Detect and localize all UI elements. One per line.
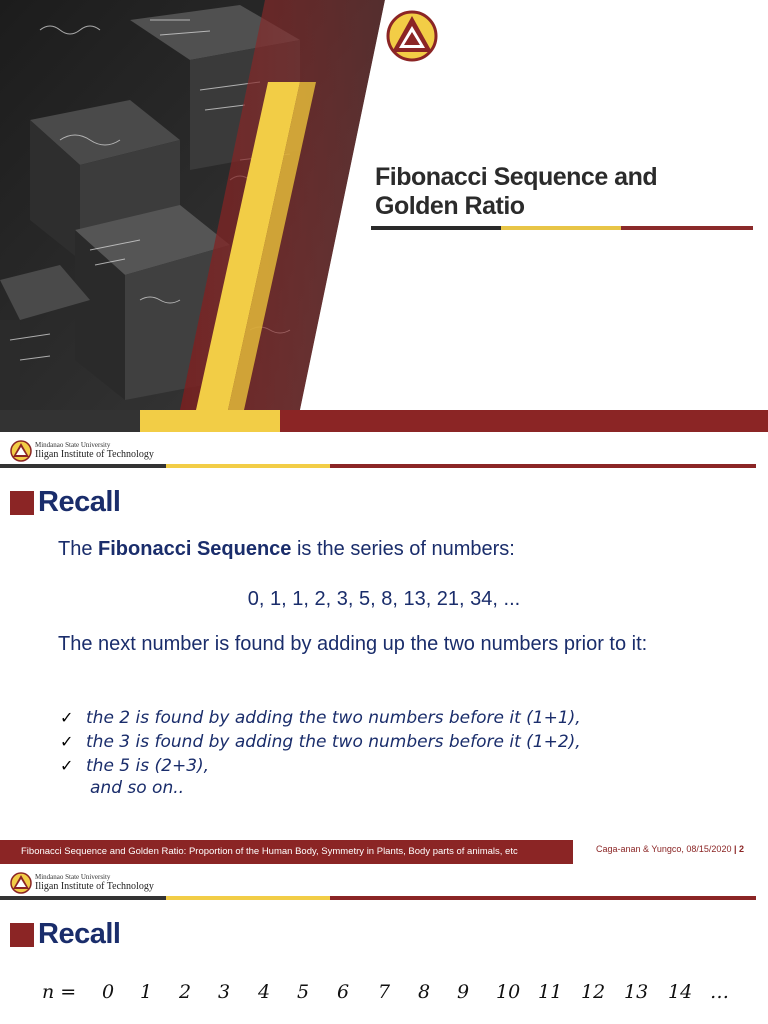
square-bullet-icon [10,923,34,947]
msu-iit-logo-icon [10,872,32,894]
recall-slide-2 [0,864,768,1024]
footer-topic-bar: Fibonacci Sequence and Golden Ratio: Proportion of the Human Body, Symmetry in Plants, Body parts of animals, etc [0,840,573,864]
n-value: 13 [624,981,649,1003]
n-value: 8 [418,981,431,1003]
intro-pre: The [58,538,99,560]
n-value: 11 [538,981,563,1003]
list-item-text: the 5 is (2+3), [86,756,210,776]
institute-name: Iligan Institute of Technology [35,881,154,892]
institute-name: Iligan Institute of Technology [35,449,154,460]
n-value: 14 [668,981,693,1003]
examples-checklist [60,706,581,778]
university-name: Mindanao State University [35,873,111,881]
intro-sentence [58,538,515,561]
checkmark-icon: ✓ [60,708,74,727]
n-value: 10 [496,981,521,1003]
checkmark-icon: ✓ [60,756,74,775]
university-name: Mindanao State University [35,441,111,449]
list-item-text: the 3 is found by adding the two numbers before it (1+2), [86,732,581,752]
institution-header [10,870,154,896]
n-value: 6 [337,981,350,1003]
section-title [10,486,120,519]
n-value: 7 [378,981,391,1003]
n-value: 9 [457,981,470,1003]
n-value: 12 [581,981,606,1003]
header-rule [0,464,756,468]
n-value: 1 [140,981,153,1003]
intro-bold: Fibonacci Sequence [98,538,292,560]
page-separator: | [731,844,739,854]
header-rule [0,896,756,900]
square-bullet-icon [10,491,34,515]
section-title [10,918,120,951]
title-block [375,163,755,221]
credit-text: Caga-anan & Yungco, 08/15/2020 [596,844,732,854]
index-row [40,981,740,1009]
and-so-on-text: and so on.. [90,778,185,798]
msu-iit-logo-icon [10,440,32,462]
page-number: 2 [738,844,744,854]
list-item [60,730,581,754]
section-title-text: Recall [38,486,121,518]
list-item [60,754,581,778]
msu-iit-logo-icon [382,8,442,64]
intro-post: is the series of numbers: [291,538,515,560]
checkmark-icon: ✓ [60,732,74,751]
n-label: n = [42,981,77,1003]
institution-header [10,438,154,464]
recall-slide [0,432,768,864]
title-slide [0,0,768,432]
list-item [60,706,581,730]
footer-credit [596,844,744,854]
n-value: 3 [218,981,231,1003]
title-line-2: Golden Ratio [375,192,525,220]
list-item-text: the 2 is found by adding the two numbers before it (1+1), [86,708,581,728]
fibonacci-sequence: 0, 1, 1, 2, 3, 5, 8, 13, 21, 34, ... [247,588,521,610]
n-value: 2 [179,981,192,1003]
n-value: 5 [297,981,310,1003]
next-number-rule: The next number is found by adding up the two numbers prior to it: [58,633,648,655]
title-footer-stripe [0,410,768,432]
n-value: … [710,981,729,1003]
title-underline [371,226,753,230]
section-title-text: Recall [38,918,121,950]
n-value: 0 [102,981,115,1003]
title-line-1: Fibonacci Sequence and [375,163,658,191]
n-value: 4 [258,981,271,1003]
